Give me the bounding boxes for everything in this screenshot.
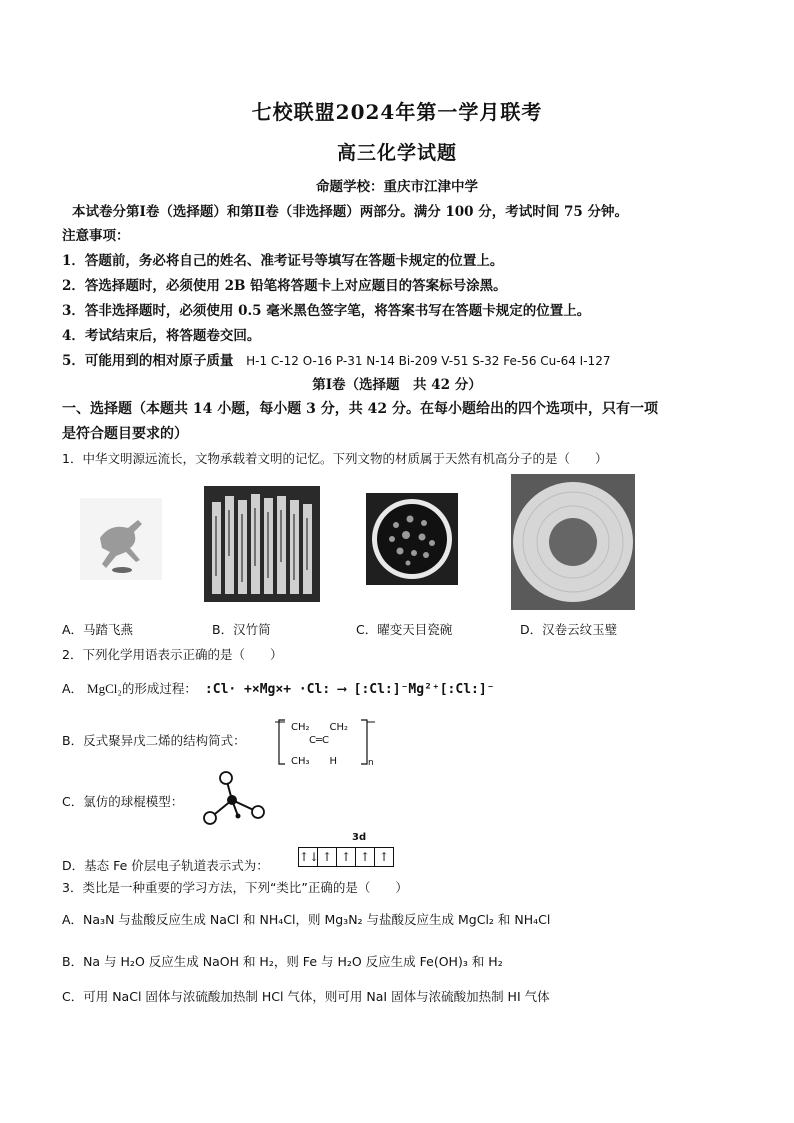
note-3: 3．答非选择题时，必须使用 0.5 毫米黑色签字笔，将答案书写在答题卡规定的位置上。 (62, 303, 591, 319)
q1-option-c: C．曜变天目瓷碗 (356, 622, 453, 637)
bamboo-slips-image (204, 486, 320, 602)
note-5-text: 5．可能用到的相对原子质量 (62, 353, 234, 369)
orbital-label-3d: 3d (352, 832, 367, 843)
q2-option-b: B．反式聚异戊二烯的结构简式： (62, 733, 246, 748)
school-line: 命题学校：重庆市江津中学 (316, 179, 478, 195)
polyisoprene-top: CH₂ CH₂ (291, 722, 349, 733)
q3-option-b: B．Na 与 H₂O 反应生成 NaOH 和 H₂，则 Fe 与 H₂O 反应生成 Fe(OH)₃ 和 H₂ (62, 954, 503, 969)
horse-bronze-image (80, 498, 162, 580)
polyisoprene-structure (275, 714, 375, 770)
q1-option-b: B．汉竹简 (212, 622, 271, 637)
polyisoprene-mid: C═C (309, 735, 329, 746)
note-1: 1．答题前，务必将自己的姓名、准考证号等填写在答题卡规定的位置上。 (62, 253, 504, 269)
tenmoku-bowl-image (366, 493, 458, 585)
q1-option-a: A．马踏飞燕 (62, 622, 134, 637)
orbital-box: ↑ (355, 847, 375, 867)
q2-a-formula: MgCl₂ (87, 681, 122, 696)
orbital-box: ↑ (336, 847, 356, 867)
jade-bi-disc-image (511, 474, 635, 610)
section-heading: 一、选择题（本题共 14 小题，每小题 3 分，共 42 分。在每小题给出的四个选项中，只有一项 (62, 401, 658, 417)
q3-stem: 3．类比是一种重要的学习方法，下列“类比”正确的是（ ） (62, 880, 408, 895)
q2-option-a (62, 679, 495, 697)
q2-a-equation: :Cl· +×Mg×+ ·Cl: ⟶ [:Cl:]⁻Mg²⁺[:Cl:]⁻ (204, 682, 495, 697)
note-5 (62, 349, 610, 369)
polyisoprene-bottom: CH₃ H (291, 756, 338, 767)
q3-option-c: C．可用 NaCl 固体与浓硫酸加热制 HCl 气体，则可用 NaI 固体与浓硫酸加热制 HI 气体 (62, 989, 550, 1004)
exam-subtitle: 高三化学试题 (336, 142, 457, 164)
chloroform-ball-stick-model (198, 770, 270, 832)
note-4: 4．考试结束后，将答题卷交回。 (62, 328, 261, 344)
q1-stem: 1．中华文明源远流长，文物承载着文明的记忆。下列文物的材质属于天然有机高分子的是（ ） (62, 451, 608, 466)
q1-option-d: D．汉卷云纹玉璧 (520, 622, 618, 637)
exam-title: 七校联盟2024年第一学月联考 (251, 100, 543, 124)
atomic-masses: H-1 C-12 O-16 P-31 N-14 Bi-209 V-51 S-32 Fe-56 Cu-64 I-127 (246, 354, 611, 368)
orbital-box: ↑ (317, 847, 337, 867)
q2-a-prefix: A． (62, 681, 84, 696)
note-2: 2．答选择题时，必须使用 2B 铅笔将答题卡上对应题目的答案标号涂黑。 (62, 278, 507, 294)
part1-title: 第Ⅰ卷（选择题 共 42 分） (312, 377, 482, 393)
polyisoprene-n: n (368, 758, 374, 768)
q2-option-c: C．氯仿的球棍模型： (62, 794, 184, 809)
q2-a-text: 的形成过程： (121, 681, 197, 696)
fe-3d-orbital-diagram (298, 846, 393, 867)
section-heading-cont: 是符合题目要求的） (62, 426, 188, 442)
q2-stem: 2．下列化学用语表示正确的是（ ） (62, 647, 283, 662)
q3-option-a: A．Na₃N 与盐酸反应生成 NaCl 和 NH₄Cl，则 Mg₃N₂ 与盐酸反应生成 MgCl₂ 和 NH₄Cl (62, 912, 551, 927)
orbital-box: ↑↓ (298, 847, 318, 867)
q2-option-d: D．基态 Fe 价层电子轨道表示式为： (62, 858, 269, 873)
notes-heading: 注意事项： (62, 228, 130, 244)
orbital-box: ↑ (374, 847, 394, 867)
intro-text: 本试卷分第Ⅰ卷（选择题）和第Ⅱ卷（非选择题）两部分。满分 100 分，考试时间 75 分钟。 (72, 204, 628, 220)
